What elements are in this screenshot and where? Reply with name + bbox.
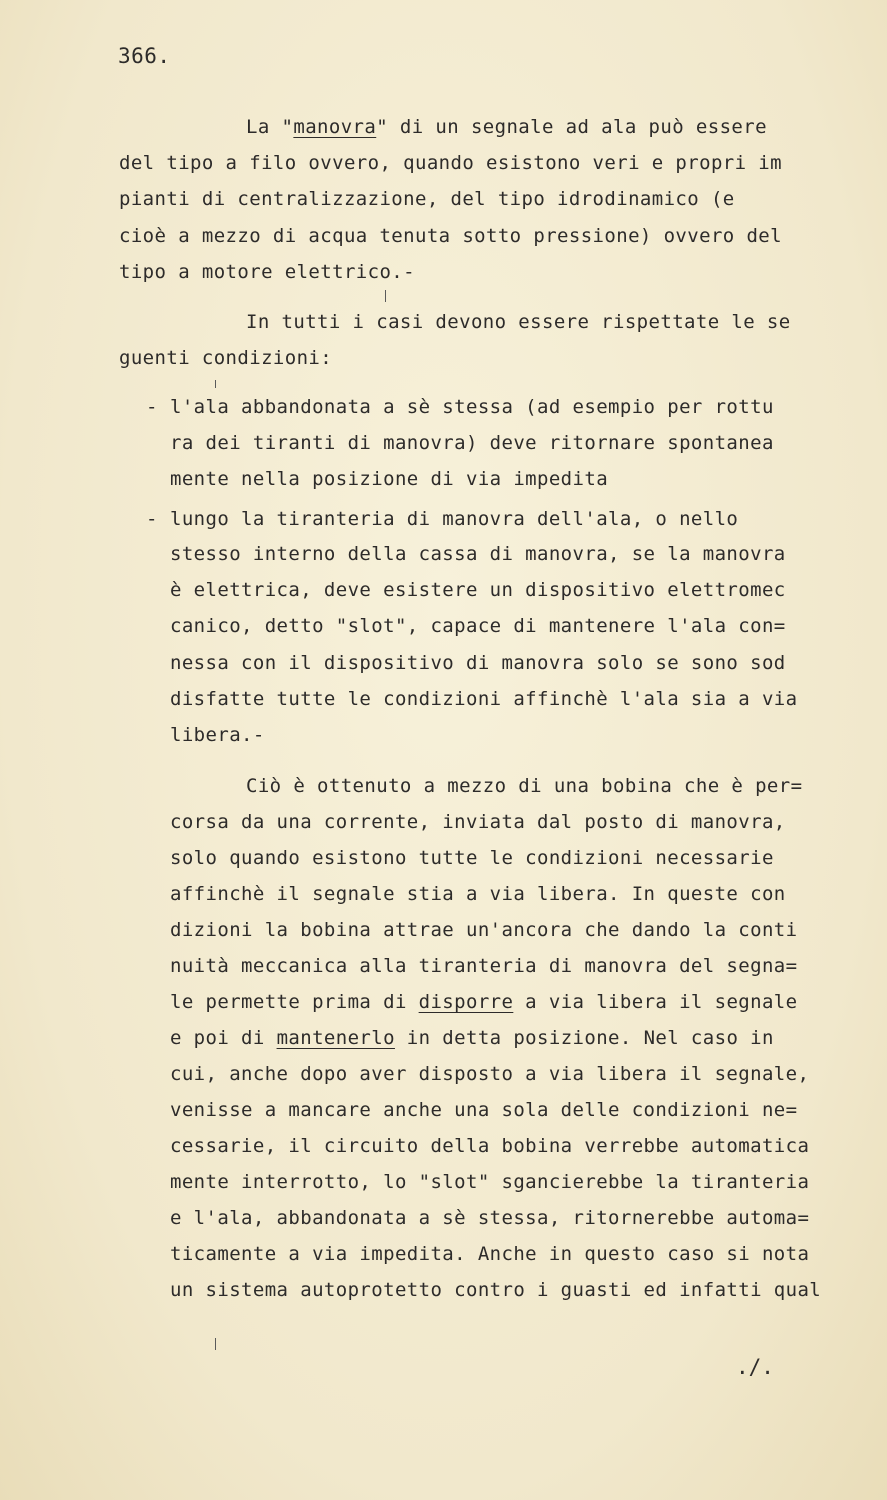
text-segment: " di un segnale ad ala può essere bbox=[376, 116, 767, 138]
stray-mark bbox=[385, 290, 386, 302]
text-segment: La " bbox=[246, 116, 294, 138]
paragraph-3-line-6: nuità meccanica alla tiranteria di manovra del segna= bbox=[170, 955, 798, 977]
paragraph-1-line-1 bbox=[246, 116, 767, 138]
stray-mark bbox=[215, 1338, 216, 1350]
text-segment: e poi di bbox=[170, 1027, 277, 1049]
paragraph-3-line-1: Ciò è ottenuto a mezzo di una bobina che è per= bbox=[246, 775, 803, 797]
text-segment: in detta posizione. Nel caso in bbox=[394, 1027, 774, 1049]
paragraph-3-line-14: ticamente a via impedita. Anche in questo caso si nota bbox=[170, 1243, 810, 1265]
paragraph-3-line-7 bbox=[170, 991, 797, 1013]
paragraph-3-line-15: un sistema autoprotetto contro i guasti ed infatti qual bbox=[170, 1279, 822, 1301]
paragraph-3-line-9: cui, anche dopo aver disposto a via libera il segnale, bbox=[170, 1063, 810, 1085]
list-item-1-line-3: mente nella posizione di via impedita bbox=[170, 468, 609, 490]
paragraph-2-line-1: In tutti i casi devono essere rispettate le se bbox=[246, 311, 791, 333]
paragraph-3-line-3: solo quando esistono tutte le condizioni necessarie bbox=[170, 847, 774, 869]
paragraph-1-line-4: cioè a mezzo di acqua tenuta sotto pressione) ovvero del bbox=[119, 225, 782, 247]
paragraph-3-line-2: corsa da una corrente, inviata dal posto di manovra, bbox=[170, 811, 786, 833]
paragraph-3-line-5: dizioni la bobina attrae un'ancora che dando la conti bbox=[170, 919, 798, 941]
paragraph-1-line-2: del tipo a filo ovvero, quando esistono veri e propri im bbox=[119, 152, 782, 174]
list-item-2-line-2: stesso interno della cassa di manovra, se la manovra bbox=[170, 543, 786, 565]
list-item-2-line-6: disfatte tutte le condizioni affinchè l'ala sia a via bbox=[170, 688, 798, 710]
paragraph-3-line-11: cessarie, il circuito della bobina verrebbe automatica bbox=[170, 1135, 810, 1157]
text-segment: a via libera il segnale bbox=[513, 991, 798, 1013]
list-item-1-line-1: l'ala abbandonata a sè stessa (ad esempio per rottu bbox=[170, 396, 774, 418]
underlined-word: mantenerlo bbox=[276, 1027, 395, 1049]
paragraph-3-line-4: affinchè il segnale stia a via libera. In queste con bbox=[170, 883, 786, 905]
paragraph-3-line-8 bbox=[170, 1027, 774, 1049]
list-item-2-line-4: canico, detto "slot", capace di mantenere l'ala con= bbox=[170, 615, 786, 637]
paragraph-3-line-12: mente interrotto, lo "slot" sgancierebbe la tiranteria bbox=[170, 1171, 810, 1193]
paragraph-3-line-13: e l'ala, abbandonata a sè stessa, ritornerebbe automa= bbox=[170, 1207, 810, 1229]
list-item-2-line-5: nessa con il dispositivo di manovra solo se sono sod bbox=[170, 652, 786, 674]
stray-mark bbox=[215, 380, 216, 388]
list-bullet: - bbox=[146, 508, 158, 530]
paragraph-1-line-5: tipo a motore elettrico.- bbox=[119, 261, 415, 283]
paragraph-1-line-3: pianti di centralizzazione, del tipo idrodinamico (e bbox=[119, 188, 735, 210]
list-item-2-line-3: è elettrica, deve esistere un dispositivo elettromec bbox=[170, 579, 786, 601]
list-item-2-line-7: libera.- bbox=[170, 724, 265, 746]
list-bullet: - bbox=[146, 396, 158, 418]
text-segment: le permette prima di bbox=[170, 991, 419, 1013]
paragraph-3-line-10: venisse a mancare anche una sola delle condizioni ne= bbox=[170, 1099, 798, 1121]
list-item-1-line-2: ra dei tiranti di manovra) deve ritornare spontanea bbox=[170, 432, 774, 454]
underlined-word: manovra bbox=[293, 116, 377, 138]
continuation-mark: ./. bbox=[736, 1355, 774, 1379]
paragraph-2-line-2: guenti condizioni: bbox=[119, 347, 333, 369]
page-number: 366. bbox=[118, 44, 171, 68]
list-item-2-line-1: lungo la tiranteria di manovra dell'ala, o nello bbox=[170, 508, 739, 530]
underlined-word: disporre bbox=[418, 991, 514, 1013]
